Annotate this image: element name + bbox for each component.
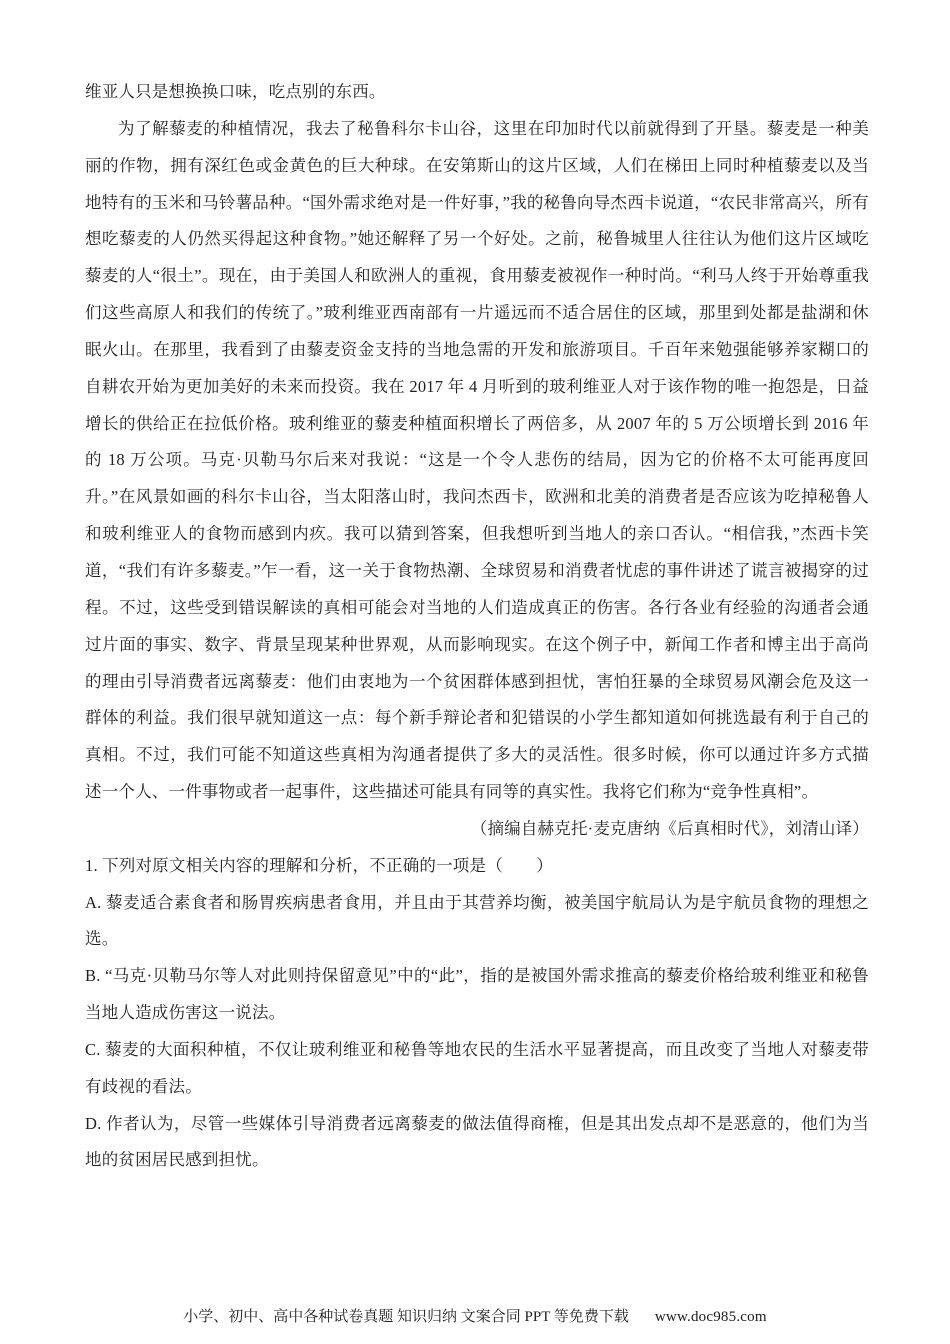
page-footer [0,1306,950,1328]
question-1-stem: 1. 下列对原文相关内容的理解和分析，不正确的一项是（ ） [85,855,553,875]
reading-passage-section [85,74,869,1179]
footer-site-link[interactable]: www.doc985.com [654,1309,767,1325]
question-1-option-c: C. 藜麦的大面积种植，不仅让玻利维亚和秘鲁等地农民的生活水平显著提高，而且改变了当地人对藜麦带有歧视的看法。 [85,1039,869,1096]
passage-attribution: （摘编自赫克托·麦克唐纳《后真相时代》，刘清山译） [470,818,869,838]
question-1-option-a: A. 藜麦适合素食者和肠胃疾病患者食用，并且由于其营养均衡，被美国宇航局认为是宇航员食物的理想之选。 [85,892,869,949]
passage-main-paragraph: 为了解藜麦的种植情况，我去了秘鲁科尔卡山谷，这里在印加时代以前就得到了开垦。藜麦是一种美丽的作物，拥有深红色或金黄色的巨大种球。在安第斯山的这片区域，人们在梯田上同时种植藜麦以及当地特有的玉米和马铃薯品种。“国外需求绝对是一件好事，”我的秘鲁向导杰西卡说道，“农民非常高兴，所有想吃藜麦的人仍然买得起这种食物。”她还解释了另一个好处。之前，秘鲁城里人往往认为他们这片区域吃藜麦的人“很土”。现在，由于美国人和欧洲人的重视，食用藜麦被视作一种时尚。“利马人终于开始尊重我们这些高原人和我们的传统了。”玻利维亚西南部有一片遥远而不适合居住的区域，那里到处都是盐湖和休眠火山。在那里，我看到了由藜麦资金支持的当地急需的开发和旅游项目。千百年来勉强能够养家糊口的自耕农开始为更加美好的未来而投资。我在 2017 年 4 月听到的玻利维亚人对于该作物的唯一抱怨是，日益增长的供给正在拉低价格。玻利维亚的藜麦种植面积增长了两倍多，从 2007 年的 5 万公顷增长到 2016 年的 18 万公项。马克·贝勒马尔后来对我说：“这是一个令人悲伤的结局，因为它的价格不太可能再度回升。”在风景如画的科尔卡山谷，当太阳落山时，我问杰西卡，欧洲和北美的消费者是否应该为吃掉秘鲁人和玻利维亚人的食物而感到内疚。我可以猜到答案，但我想听到当地人的亲口否认。“相信我，”杰西卡笑道，“我们有许多藜麦。”乍一看，这一关于食物热潮、全球贸易和消费者忧虑的事件讲述了谎言被揭穿的过程。不过，这些受到错误解读的真相可能会对当地的人们造成真正的伤害。各行各业有经验的沟通者会通过片面的事实、数字、背景呈现某种世界观，从而影响现实。在这个例子中，新闻工作者和博主出于高尚的理由引导消费者远离藜麦：他们由衷地为一个贫困群体感到担忧，害怕狂暴的全球贸易风潮会危及这一群体的利益。我们很早就知道这一点：每个新手辩论者和犯错误的小学生都知道如何挑选最有利于自己的真相。不过，我们可能不知道这些真相为沟通者提供了多大的灵活性。很多时候，你可以通过许多方式描述一个人、一件事物或者一起事件，这些描述可能具有同等的真实性。我将它们称为“竞争性真相”。 [85,118,869,802]
footer-promo-text: 小学、初中、高中各种试卷真题 知识归纳 文案合同 PPT 等免费下载 [183,1309,629,1325]
question-1-option-d: D. 作者认为，尽管一些媒体引导消费者远离藜麦的做法值得商榷，但是其出发点却不是恶意的，他们为当地的贫困居民感到担忧。 [85,1113,869,1170]
passage-continuation-line: 维亚人只是想换换口味，吃点别的东西。 [85,82,386,101]
question-1-option-b: B. “马克·贝勒马尔等人对此则持保留意见”中的“此”，指的是被国外需求推高的藜麦价格给玻利维亚和秘鲁当地人造成伤害这一说法。 [85,966,869,1023]
